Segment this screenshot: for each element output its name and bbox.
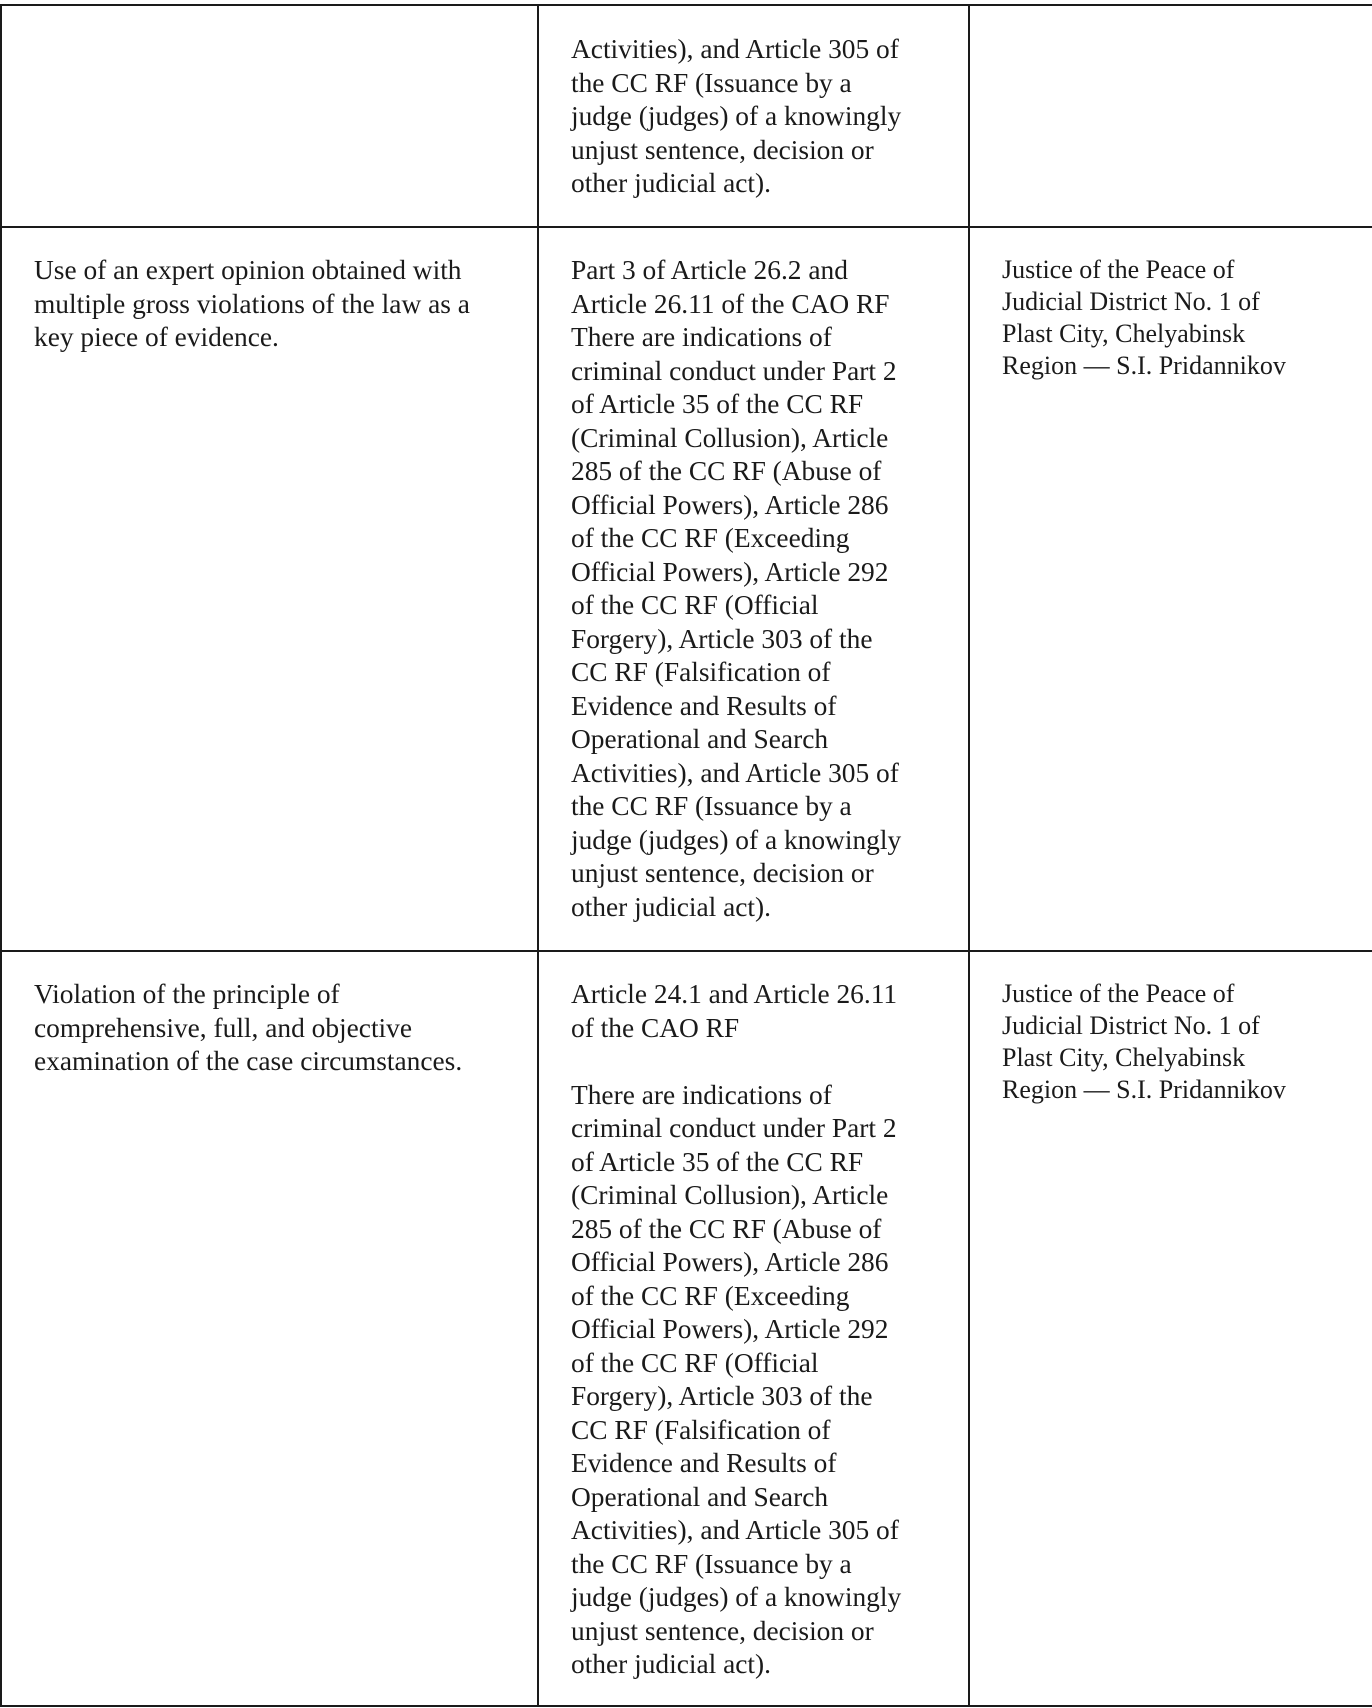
violations-table [0, 4, 1372, 1707]
legal-norms-text: Part 3 of Article 26.2 and Article 26.11 of the CAO RF There are indications of criminal conduct under Part 2 of Article 35 of the CC RF (Criminal Collusion), Article 285 of the CC RF (Abuse of Official Powers), Article 286 of the CC RF (Exceeding Official Powers), Article 292 of the CC RF (Official Forgery), Article 303 of the CC RF (Falsification of Evidence and Results of Operational and Search Activities), and Article 305 of the CC RF (Issuance by a judge (judges) of a knowingly unjust sentence, decision or other judicial act). [571, 255, 902, 922]
legal-norms-cell [538, 951, 969, 1706]
judge-text: Justice of the Peace of Judicial District No. 1 of Plast City, Chelyabinsk Region — S.I. Pridannikov [1002, 979, 1286, 1104]
table-row [1, 5, 1372, 227]
legal-norms-text: Article 24.1 and Article 26.11 of the CAO RF [571, 979, 898, 1043]
violation-text: Violation of the principle of comprehensive, full, and objective examination of the case circumstances. [34, 979, 463, 1076]
violation-cell [1, 5, 538, 227]
judge-cell [969, 227, 1372, 951]
violation-cell [1, 951, 538, 1706]
legal-norms-cell [538, 5, 969, 227]
table-row [1, 951, 1372, 1706]
legal-norms-text: There are indications of criminal conduct under Part 2 of Article 35 of the CC RF (Criminal Collusion), Article 285 of the CC RF (Abuse of Official Powers), Article 286 of the CC RF (Exceeding Official Powers), Article 292 of the CC RF (Official Forgery), Article 303 of the CC RF (Falsification of Evidence and Results of Operational and Search Activities), and Article 305 of the CC RF (Issuance by a judge (judges) of a knowingly unjust sentence, decision or other judicial act). [571, 1079, 902, 1679]
violation-text: Use of an expert opinion obtained with multiple gross violations of the law as a key piece of evidence. [34, 255, 470, 352]
table-row [1, 227, 1372, 951]
legal-norms-text: Activities), and Article 305 of the CC RF (Issuance by a judge (judges) of a knowingly unjust sentence, decision or other judicial act). [571, 34, 902, 198]
judge-text: Justice of the Peace of Judicial District No. 1 of Plast City, Chelyabinsk Region — S.I. Pridannikov [1002, 255, 1286, 380]
judge-cell [969, 951, 1372, 1706]
judge-cell [969, 5, 1372, 227]
violation-cell [1, 227, 538, 951]
legal-norms-cell [538, 227, 969, 951]
